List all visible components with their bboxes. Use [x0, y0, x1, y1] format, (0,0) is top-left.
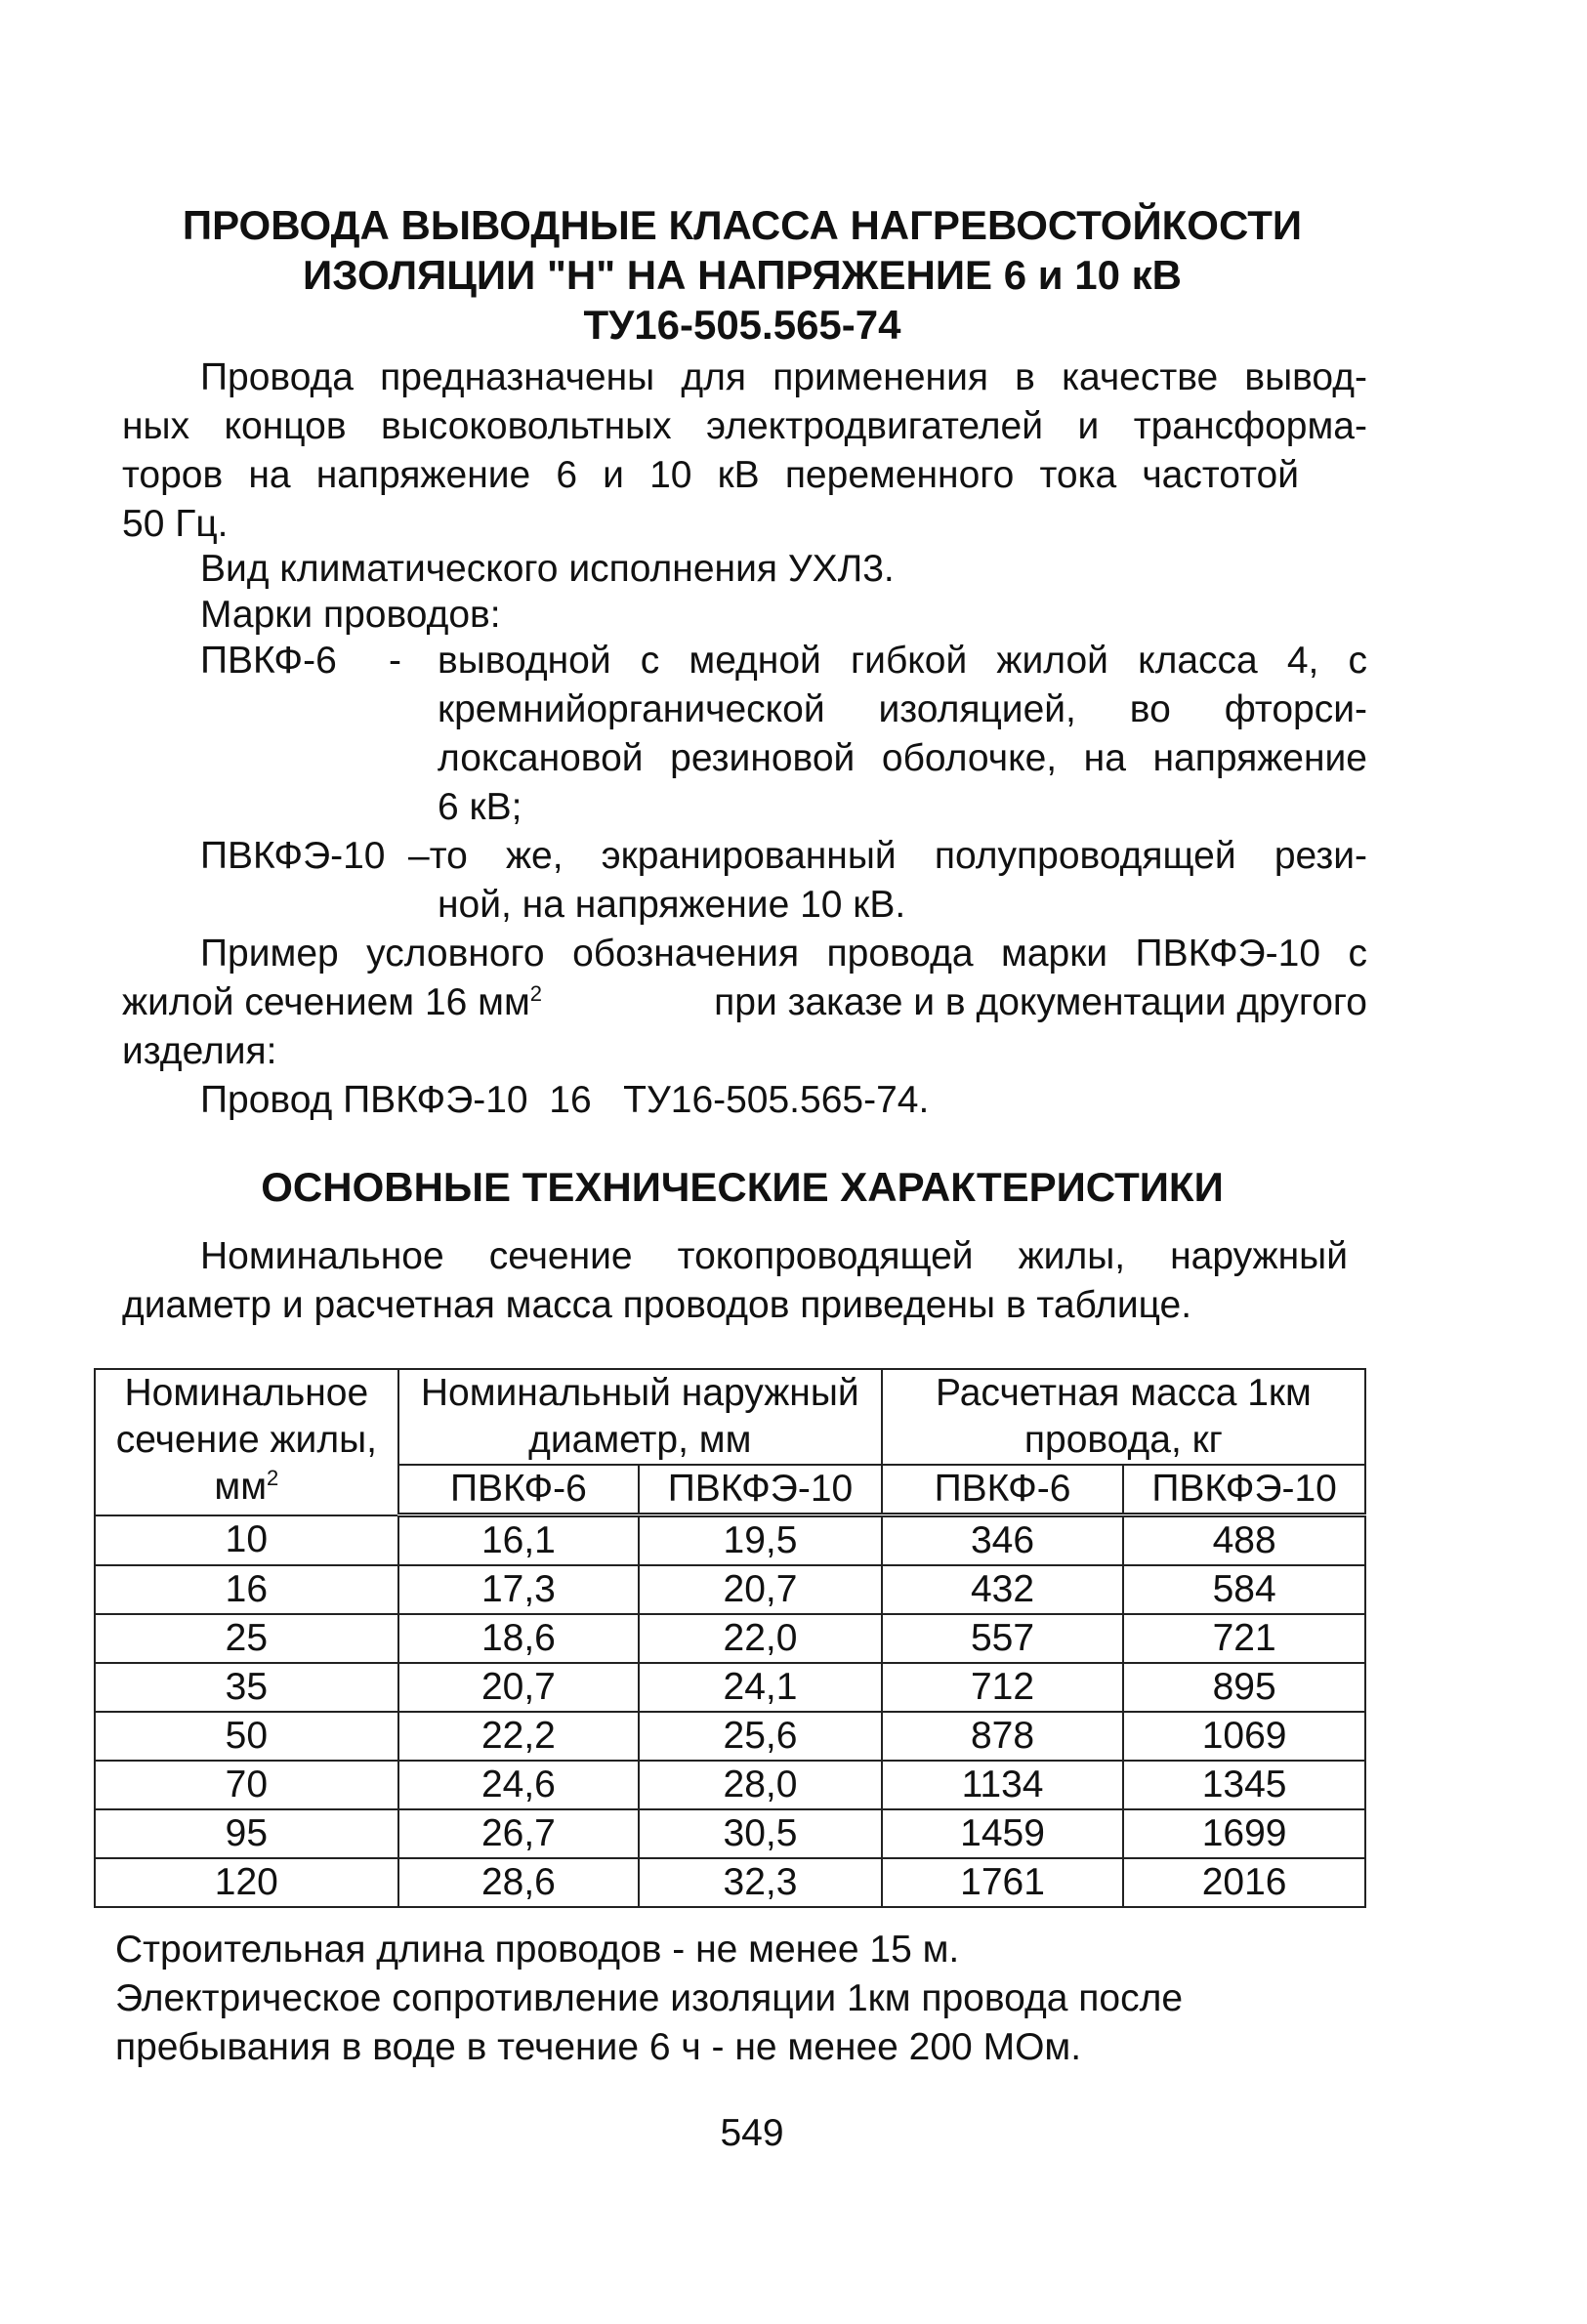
brand2-code: ПВКФЭ-10 [200, 835, 386, 877]
table-cell: 70 [95, 1761, 398, 1809]
brands-label: Марки проводов: [200, 594, 501, 636]
intro-line-2: ных концов высоковольтных электродвигателей и трансформа- [122, 405, 1367, 447]
footer-line-2: Электрическое сопротивление изоляции 1км провода после [115, 1977, 1184, 2019]
table-cell: 712 [882, 1663, 1123, 1712]
table-cell: 25,6 [639, 1712, 882, 1761]
table-cell: 19,5 [639, 1515, 882, 1566]
climate-text: Вид климатического исполнения УХЛ3. [200, 548, 895, 590]
table-cell: 432 [882, 1565, 1123, 1614]
table-cell: 25 [95, 1614, 398, 1663]
intro-line-3: торов на напряжение 6 и 10 кВ переменного тока частотой [122, 454, 1299, 496]
table-cell: 584 [1123, 1565, 1365, 1614]
table-cell: 20,7 [398, 1663, 639, 1712]
table-row [95, 1761, 1365, 1809]
brand2-line-1: –то же, экранированный полупроводящей рези- [408, 835, 1367, 877]
table-cell: 16 [95, 1565, 398, 1614]
subheader-diam-pvkfe10: ПВКФЭ-10 [639, 1465, 882, 1515]
table-cell: 721 [1123, 1614, 1365, 1663]
example-line-1: Пример условного обозначения провода марки ПВКФЭ-10 с [200, 933, 1367, 975]
table-cell: 28,0 [639, 1761, 882, 1809]
table-cell: 26,7 [398, 1809, 639, 1858]
table-cell: 24,6 [398, 1761, 639, 1809]
brand1-code: ПВКФ-6 [200, 640, 337, 682]
table-row [95, 1614, 1365, 1663]
table-row [95, 1712, 1365, 1761]
table-cell: 488 [1123, 1515, 1365, 1566]
header-diameter: Номинальный наружный диаметр, мм [398, 1369, 882, 1465]
table-row [95, 1515, 1365, 1566]
title-line-3: ТУ16-505.565-74 [583, 302, 901, 348]
table-cell: 1345 [1123, 1761, 1365, 1809]
table-row [95, 1858, 1365, 1907]
table-cell: 16,1 [398, 1515, 639, 1566]
table-cell: 895 [1123, 1663, 1365, 1712]
table-row [95, 1565, 1365, 1614]
section-intro-line-2: диаметр и расчетная масса проводов приведены в таблице. [122, 1284, 1192, 1326]
header-section: Номинальное сечение жилы, $мм^2$ [95, 1369, 398, 1515]
table-cell: 50 [95, 1712, 398, 1761]
table-cell: 1699 [1123, 1809, 1365, 1858]
table-cell: 10 [95, 1515, 398, 1566]
brand1-line-2: кремнийорганической изоляцией, во фторси- [438, 688, 1367, 730]
title-line-1: ПРОВОДА ВЫВОДНЫЕ КЛАССА НАГРЕВОСТОЙКОСТИ [182, 202, 1303, 248]
example-line-2 [122, 978, 1367, 1027]
intro-line-1: Провода предназначены для применения в качестве вывод- [200, 356, 1367, 398]
table-cell: 28,6 [398, 1858, 639, 1907]
table-cell: 1761 [882, 1858, 1123, 1907]
table-cell: 20,7 [639, 1565, 882, 1614]
brand2-line-2: ной, на напряжение 10 кВ. [438, 884, 906, 926]
table-cell: 120 [95, 1858, 398, 1907]
footer-line-3: пребывания в воде в течение 6 ч - не менее 200 МОм. [115, 2026, 1082, 2068]
table-cell: 22,0 [639, 1614, 882, 1663]
section-title: ОСНОВНЫЕ ТЕХНИЧЕСКИЕ ХАРАКТЕРИСТИКИ [261, 1164, 1224, 1210]
table-cell: 1134 [882, 1761, 1123, 1809]
header-mass: Расчетная масса 1км провода, кг [882, 1369, 1365, 1465]
title-line-2: ИЗОЛЯЦИИ "Н" НА НАПРЯЖЕНИЕ 6 и 10 кВ [303, 252, 1182, 298]
section-intro-line-1: Номинальное сечение токопроводящей жилы, наружный [200, 1235, 1348, 1277]
table-cell: 35 [95, 1663, 398, 1712]
brand1-dash: - [389, 640, 401, 682]
table-cell: 1069 [1123, 1712, 1365, 1761]
brand1-line-3: локсановой резиновой оболочке, на напряжение [438, 737, 1367, 779]
table-cell: 30,5 [639, 1809, 882, 1858]
table-cell: 18,6 [398, 1614, 639, 1663]
example-line-4: Провод ПВКФЭ-10 16 ТУ16-505.565-74. [200, 1079, 930, 1121]
example-line-2b: при заказе и в документации другого [714, 981, 1367, 1023]
table-cell: 2016 [1123, 1858, 1365, 1907]
spec-table [94, 1368, 1366, 1908]
brand1-line-4: 6 кВ; [438, 786, 522, 828]
example-line-2a: жилой сечением 16 $мм^2$ [122, 981, 543, 1023]
subheader-mass-pvkf6: ПВКФ-6 [882, 1465, 1123, 1515]
table-cell: 32,3 [639, 1858, 882, 1907]
brand1-line-1: выводной с медной гибкой жилой класса 4, с [438, 640, 1367, 682]
example-line-3: изделия: [122, 1030, 277, 1072]
table-row [95, 1663, 1365, 1712]
document-title [156, 200, 1328, 350]
subheader-diam-pvkf6: ПВКФ-6 [398, 1465, 639, 1515]
page-number: 549 [720, 2112, 784, 2154]
table-cell: 95 [95, 1809, 398, 1858]
table-cell: 24,1 [639, 1663, 882, 1712]
table-row [95, 1809, 1365, 1858]
table-cell: 878 [882, 1712, 1123, 1761]
table-cell: 1459 [882, 1809, 1123, 1858]
table-cell: 346 [882, 1515, 1123, 1566]
footer-line-1: Строительная длина проводов - не менее 15 м. [115, 1929, 960, 1971]
table-cell: 17,3 [398, 1565, 639, 1614]
subheader-mass-pvkfe10: ПВКФЭ-10 [1123, 1465, 1365, 1515]
intro-line-4: 50 Гц. [122, 503, 229, 545]
table-cell: 22,2 [398, 1712, 639, 1761]
table-cell: 557 [882, 1614, 1123, 1663]
